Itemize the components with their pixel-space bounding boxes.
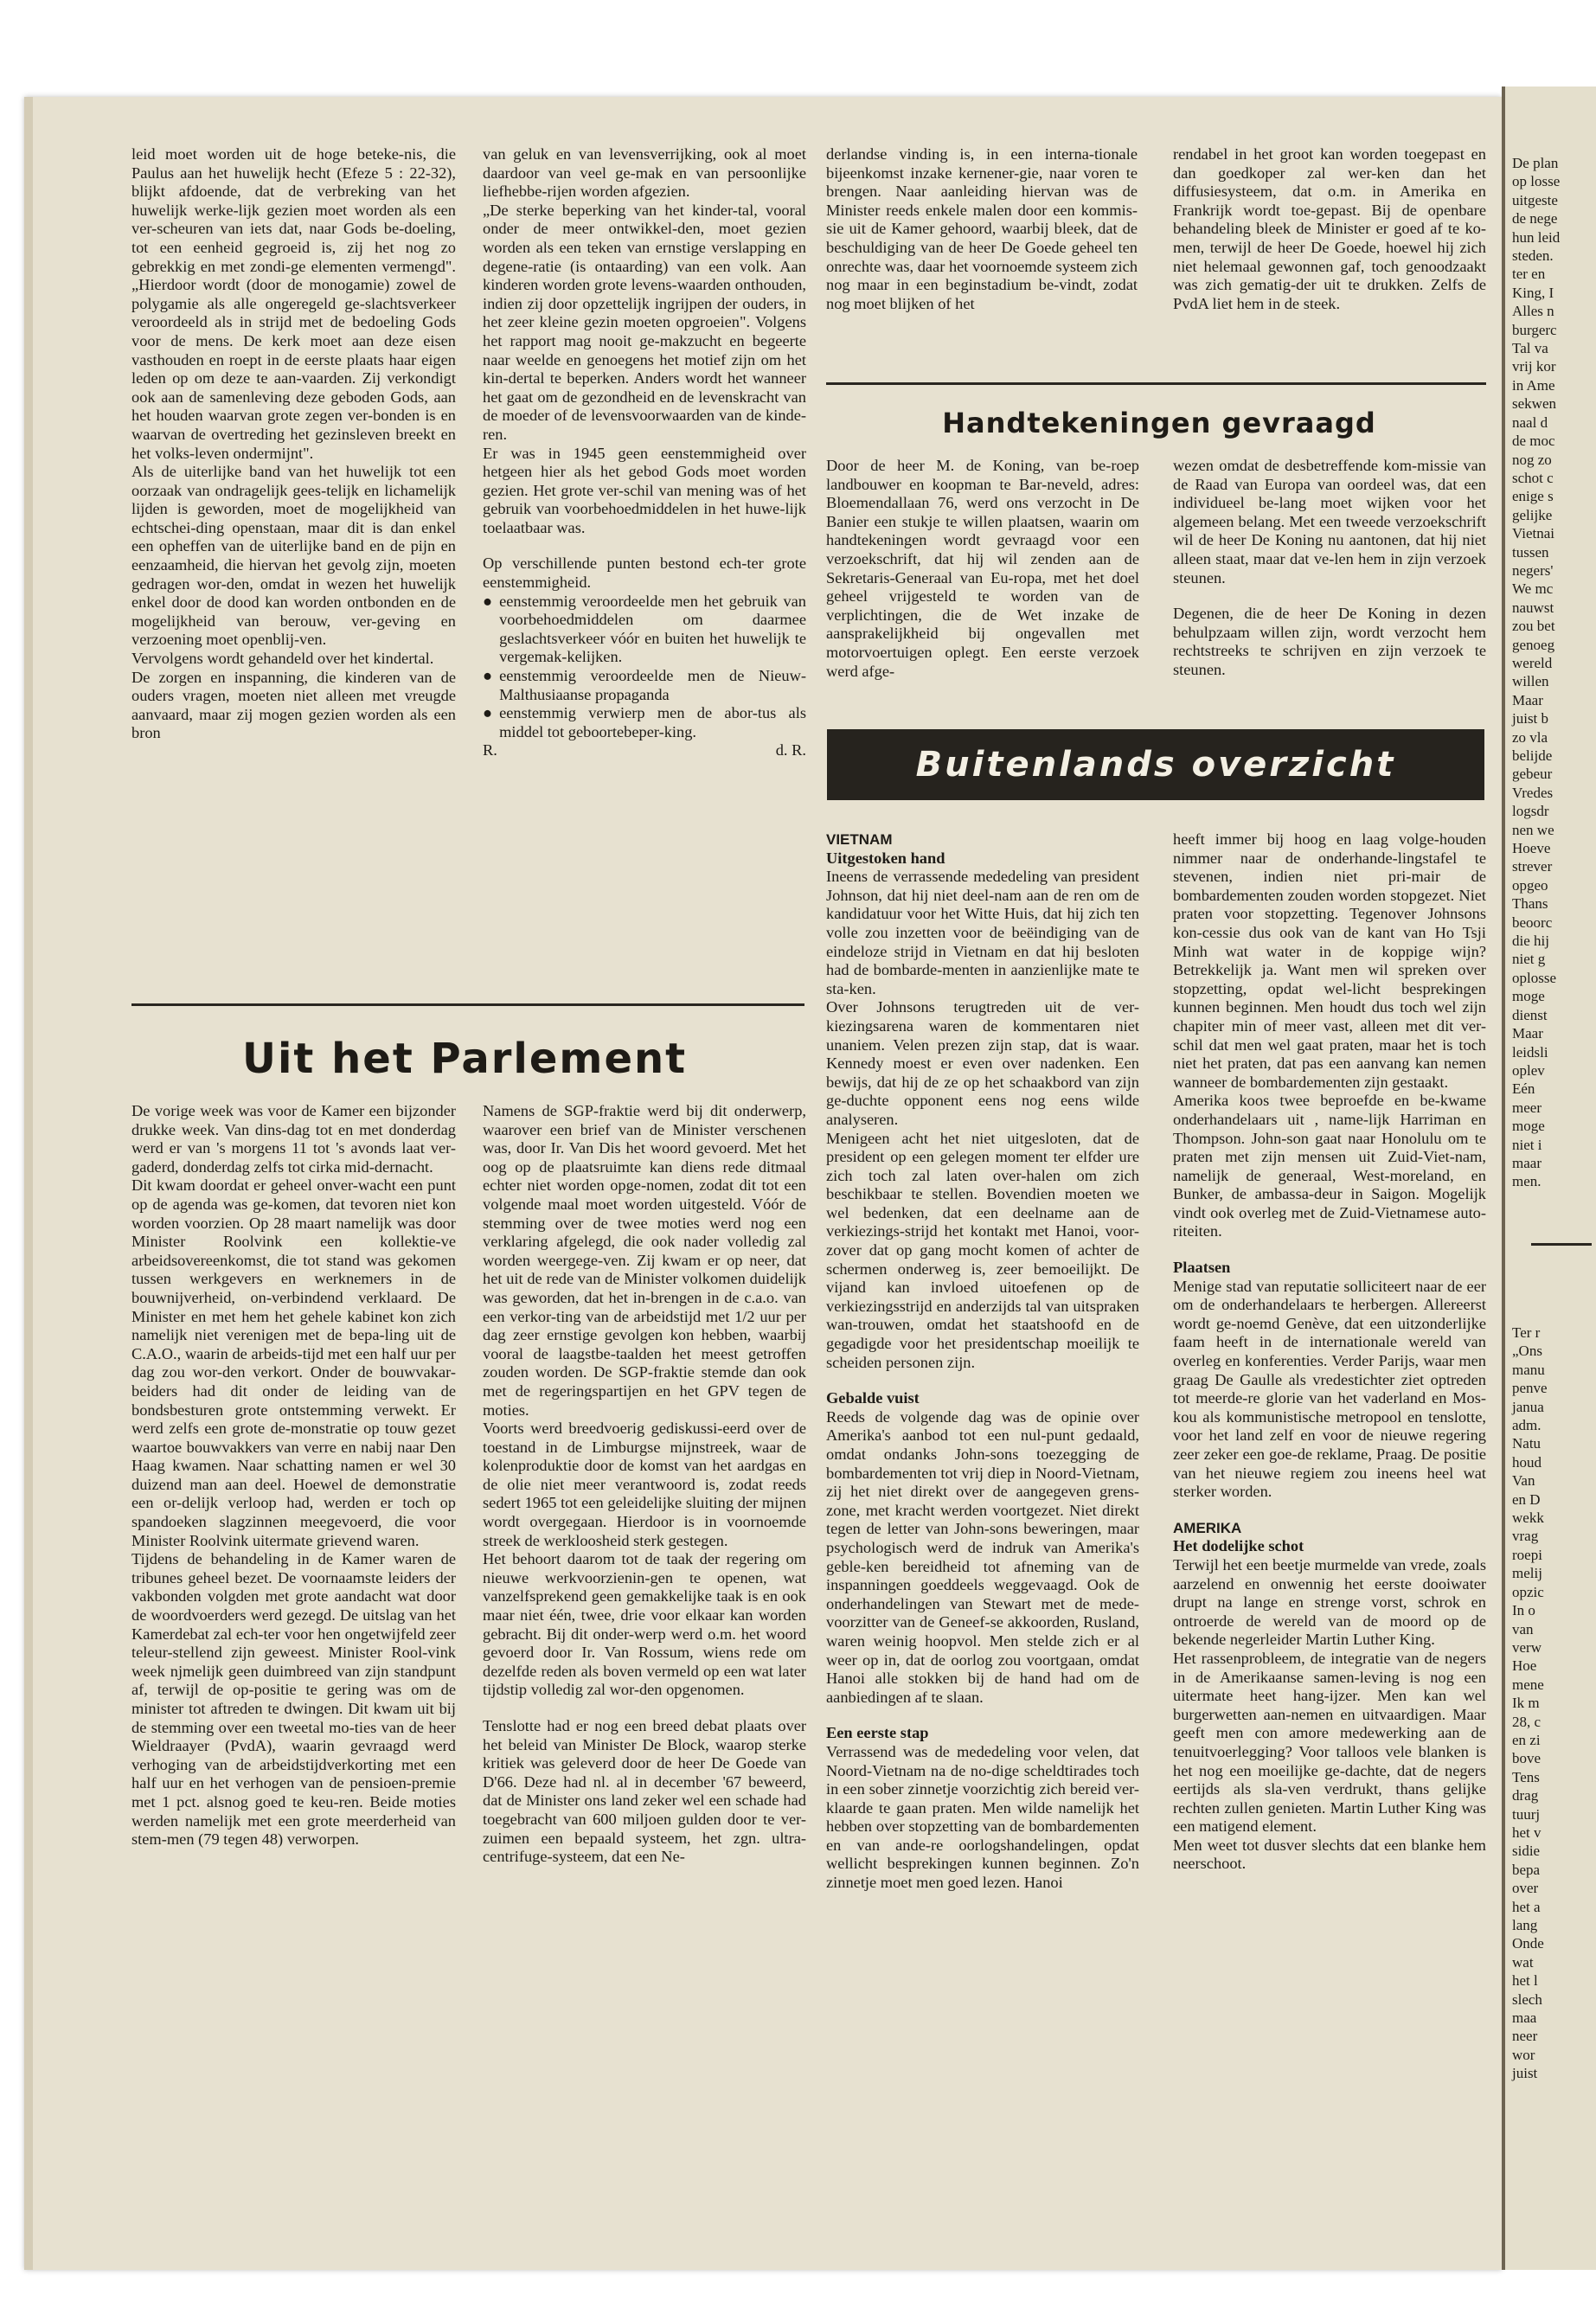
adjacent-page-top-text xyxy=(1512,154,1560,1191)
handtekeningen-paragraph: Door de heer M. de Koning, van be-roep landbouwer en koopman te Bar-neveld, adres: Bloemendallaan 76, werd ons verzocht in De Banier een stukje te willen plaatsen, waarin om handtekeningen wordt gevraagd voor een verzoekschrift, dat hij wil zenden aan de Sekretaris-Generaal van Eu-ropa, met het doel geheel vrijgesteld te worden van de verplichtingen, die de Wet inzake de aansprakelijkheid bij ongevallen met motorvoertuigen oplegt. Een eerste verzoek werd afge- xyxy=(826,457,1139,680)
adjacent-page-line: lang xyxy=(1512,1917,1538,1933)
parlement-right xyxy=(483,1102,806,1867)
adjacent-page-line: penve xyxy=(1512,1380,1548,1397)
buitenlands-paragraph: Reeds de volgende dag was de opinie over Amerika's aanbod tot een nul-punt gedaald, omdat ondanks John-sons toezegging de bombardementen tot vrij diep in Noord-Vietnam, zij het niet direkt over de aangegeven grens-zone, met kracht werden voortgezet. Niet direkt tegen de letter van John-sons beweringen, maar psychologisch werd de indruk van Amerika's geble-ken bereidheid tot afneming van de inspanningen goeddeels weggevaagd. Ook de onderhandelingen van Stewart met de mede-voorzitter van de Geneef-se akkoorden, Rusland, waren weinig hoopvol. Men stelde zich er al weer op in, dat de oorlog zou voortgaan, omdat Hanoi alle stokken bij de hand had om de aanbiedingen af te slaan. xyxy=(826,1407,1139,1706)
adjacent-page-line: „Ons xyxy=(1512,1343,1542,1360)
col2-paragraph: Er was in 1945 geen eenstemmigheid over hetgeen hier als het gebod Gods moet worden gezien. Het grote ver-schil van mening was of het gebruik van voorbehoedmiddelen in het huwe-lijk toelaatbaar was. xyxy=(483,444,806,536)
adjacent-page-line: Vredes xyxy=(1512,784,1554,801)
adjacent-page-line: van xyxy=(1512,1620,1534,1638)
adjacent-page-line: Hoeve xyxy=(1512,840,1551,857)
handtekeningen-heading: Handtekeningen gevraagd xyxy=(942,407,1376,439)
adjacent-page-line: Vietnai xyxy=(1512,525,1555,542)
handtekeningen-paragraph: Degenen, die de heer De Koning in dezen behulpzaam willen zijn, wordt verzocht hem rechtstreeks te schrijven en zijn verzoek te steunen. xyxy=(1173,605,1486,678)
adjacent-page-line: melij xyxy=(1512,1565,1542,1582)
col2-paragraph: „De sterke beperking van het kinder-tal, vooral onder de meer ontwikkel-den, moet gezien worden als een teken van ernstige verslapping en degene-ratie (is ontaarding) van een volk. Aan kinderen worden grote levens-waarden onthouden, indien zij door opzettelijk ingrijpen der ouders, in het zeer kleine gezin moeten opgroeien". Volgens het rapport mag nooit ge-makzucht en begeerte naar weelde en genoegens het motief zijn om het kin-dertal te beperken. Anders wordt het wanneer het gaat om de gezondheid en de levenskracht van de moeder of de levensvoorwaarden van de kinde-ren. xyxy=(483,201,806,443)
parlement-paragraph: Dit kwam doordat er geheel onver-wacht een punt op de agenda was ge-komen, dat tevoren niet kon worden voorzien. Op 28 maart namelijk was door Minister Roolvink een kollektie-ve arbeidsovereenkomst, die tot stand was gekomen tussen werkgevers en werknemers in de bouwnijverheid, on-verbindend verklaard. De Minister en met hem het gehele kabinet kon zich namelijk niet verenigen met de bepa-ling uit de C.A.O., waarin de arbeids-tijd met een half uur per dag zou wor-den verkort. Onder de bouwvakar-beiders had dit onder de leiding van de bondsbesturen grote ontstemming verwekt. Er werd zelfs een grote de-monstratie op touw gezet waartoe bouwvakkers van verre en nabij naar Den Haag kwamen. Naar schatting namen er wel 30 duizend man aan deel. Hoewel de demonstratie een or-delijk verloop had, werden er toch op spandoeken slagzinnen meegevoerd, die voor Minister Roolvink uitermate grievend waren. xyxy=(131,1176,456,1549)
handtekeningen-left xyxy=(826,457,1139,681)
adjacent-page-line: wat xyxy=(1512,1953,1534,1971)
adjacent-page-line: wekk xyxy=(1512,1509,1544,1527)
adjacent-page-rule xyxy=(1531,1243,1592,1246)
buitenlands-paragraph: Amerika koos twee beproefde en be-kwame onderhandelaars uit , name-lijk Harriman en Thompson. John-son gaat naar Honolulu om te praten met zijn mensen uit Zuid-Viet-nam, namelijk de generaal, West-moreland, en Bunker, de ambassa-deur in Saigon. Mogelijk vindt ook overleg met de Zuid-Vietnamese auto-riteiten. xyxy=(1173,1092,1486,1240)
adjacent-page-line: niet i xyxy=(1512,1136,1542,1153)
adjacent-page-line: manu xyxy=(1512,1361,1545,1378)
bullet-item xyxy=(483,593,806,667)
adjacent-page-line: vrag xyxy=(1512,1528,1539,1545)
adjacent-page-line: moge xyxy=(1512,1118,1545,1135)
column-1 xyxy=(131,145,456,743)
parlement-paragraph: De vorige week was voor de Kamer een bijzonder drukke week. Van dins-dag tot en met donderdag werd er van 's morgens 11 tot 's avonds laat ver-gaderd, donderdag zelfs tot cirka mid-dernacht. xyxy=(131,1102,456,1176)
buitenlands-left xyxy=(826,830,1139,1893)
col2-intro: Op verschillende punten bestond ech-ter grote eenstemmigheid. xyxy=(483,554,806,592)
buitenlands-paragraph: Men weet tot dusver slechts dat een blanke hem neerschoot. xyxy=(1173,1836,1486,1873)
adjacent-page-line: de nege xyxy=(1512,210,1558,228)
buitenlands-banner: Buitenlands overzicht xyxy=(827,729,1484,800)
adjacent-page-line: sidie xyxy=(1512,1843,1541,1860)
adjacent-page-line: Maar xyxy=(1512,1025,1543,1042)
adjacent-page-line: het l xyxy=(1512,1972,1538,1990)
adjacent-page-line: willen xyxy=(1512,673,1549,690)
bullet-icon: ● xyxy=(483,592,493,610)
bullet-item xyxy=(483,667,806,704)
adjacent-page-line: steden. xyxy=(1512,247,1554,265)
adjacent-page-line: roepi xyxy=(1512,1546,1542,1563)
subheading: Een eerste stap xyxy=(826,1724,929,1742)
subheading: Uitgestoken hand xyxy=(826,849,945,867)
adjacent-page-line: juist b xyxy=(1512,710,1549,727)
adjacent-page-line: nog zo xyxy=(1512,451,1552,468)
adjacent-page-line: gelijke xyxy=(1512,506,1553,523)
adjacent-page-line: wor xyxy=(1512,2046,1535,2063)
adjacent-page-line: de moc xyxy=(1512,433,1555,450)
adjacent-page-line: bove xyxy=(1512,1750,1542,1767)
parlement-paragraph: Tijdens de behandeling in de Kamer waren de tribunes geheel bezet. De voornaamste leiders der vakbonden volgden met grote aandacht wat door de woordvoerders werd gezegd. De uitslag van het Kamerdebat zal ech-ter voor hen ongetwijfeld zeer teleur-stellend zijn geweest. Minister Rool-vink week njmelijk geen duimbreed van zijn standpunt af, terwijl de op-positie te gering was om de minister tot aftreden te dwingen. Dit kwam uit bij de stemming over een tweetal mo-ties van de heer Wieldraayer (PvdA), waarin gevraagd werd verhoging van de arbeidstijdverkorting met een half uur en het verhogen van de pensioen-premie met 1 pct. alsnog goed te keu-ren. Beide moties werden namelijk met een grote meerderheid van stem-men (79 tegen 48) verworpen. xyxy=(131,1550,456,1849)
bullet-text: eenstemmig veroordeelde men het gebruik van voorbehoedmiddelen om daarmee geslachtsverkeer vóór en buiten het huwelijk te vergemak-kelijken. xyxy=(499,592,806,666)
adjacent-page-line: het a xyxy=(1512,1898,1541,1915)
adjacent-page-line: naal d xyxy=(1512,413,1548,431)
adjacent-page-line: hun leid xyxy=(1512,228,1561,246)
adjacent-page-line: gebeur xyxy=(1512,766,1553,783)
parlement-paragraph: Namens de SGP-fraktie werd bij dit onderwerp, waarover een brief van de Minister verschenen was, door Ir. Van Dis het woord gevoerd. Met het oog op de plaatsruimte kan diens rede ditmaal echter niet worden opge-nomen, zodat dit tot een volgende maal moet worden uitgesteld. Vóór de stemming over de twee moties werd nog een verklaring afgelegd, die ook nader volledig zal worden weergege-ven. Zij kwam er op neer, dat het uit de rede van de Minister volkomen duidelijk was geworden, dat het in-brengen in de c.a.o. van een verkor-ting van de arbeidstijd met 1/2 uur per dag zeer ernstige gevolgen kon hebben, waarbij vooral de laagstbe-taalden het meest getroffen zouden worden. De SGP-fraktie stemde dan ook met de regeringspartijen en het GPV tegen de moties. xyxy=(483,1102,806,1419)
adjacent-page-line: uitgeste xyxy=(1512,191,1558,208)
section-rule xyxy=(826,382,1486,385)
adjacent-page-line: nen we xyxy=(1512,821,1554,838)
adjacent-page-line: men. xyxy=(1512,1173,1542,1190)
adjacent-page-line: ter en xyxy=(1512,266,1546,283)
signature-right: d. R. xyxy=(775,741,806,760)
adjacent-page-line: maar xyxy=(1512,1154,1542,1171)
signature-row xyxy=(483,741,806,760)
col2-paragraph: van geluk en van levensverrijking, ook al moet daardoor van veel ge-mak en van persoonlijke liefhebbe-rijen worden afgezien. xyxy=(483,145,806,201)
buitenlands-paragraph: Verrassend was de mededeling voor velen, dat Noord-Vietnam na de no-dige scheldtirades toch in een sober zinnetje voorzichtig zich bereid ver-klaarde te gaan praten. Men wilde namelijk het hebben over stopzetting van de bombardementen en van ande-re oorlogshandelingen, opdat wellicht besprekingen kunnen beginnen. Zo'n zinnetje moet men goed lezen. Hanoi xyxy=(826,1742,1139,1892)
buitenlands-paragraph: Menige stad van reputatie solliciteert naar de eer om de onderhandelaars te herbergen. Allereerst wordt ge-noemd Genève, dat een uitzonderlijke faam heeft in de internationale wereld van overleg en konferenties. Verder Parijs, waar men graag De Gaulle als vredestichter ziet optreden tot meerde-re glorie van het vaderland en Mos-kou als kommunistische metropool en tenslotte, voor het land zelf en voor de nieuwe regering zeer zeker een goe-de reklame, Praag. De positie van het nieuwe regiem zou ineens heel wat sterker worden. xyxy=(1173,1277,1486,1501)
adjacent-page-line: sekwen xyxy=(1512,395,1556,413)
adjacent-page-line: en zi xyxy=(1512,1731,1541,1748)
adjacent-page-line: maa xyxy=(1512,2009,1537,2027)
adjacent-page-line: in Ame xyxy=(1512,376,1555,394)
handtekeningen-right xyxy=(1173,457,1486,680)
column-4-top xyxy=(1173,145,1486,313)
adjacent-page-line: vrij kor xyxy=(1512,358,1556,375)
adjacent-page-line: enige s xyxy=(1512,488,1554,505)
adjacent-page-line: burgerc xyxy=(1512,321,1557,338)
adjacent-page-line: oplev xyxy=(1512,1061,1545,1079)
adjacent-page-line: schot c xyxy=(1512,469,1554,486)
buitenlands-paragraph: Ineens de verrassende mededeling van president Johnson, dat hij niet deel-nam aan de ren om de kandidatuur voor het Witte Huis, dat hij zich ten volle zou inzetten voor de beëindiging van de eindeloze strijd in Vietnam en dat hij besloten had de bombarde-menten in aanzienlijke mate te sta-ken. xyxy=(826,868,1139,997)
adjacent-page-line: drag xyxy=(1512,1787,1539,1804)
adjacent-page-line: oplosse xyxy=(1512,969,1556,986)
adjacent-page-line: tuurj xyxy=(1512,1805,1541,1823)
bullet-icon: ● xyxy=(483,667,493,685)
adjacent-page-line: en D xyxy=(1512,1490,1541,1508)
handtekeningen-paragraph: wezen omdat de desbetreffende kom-missie van de Raad van Europa van oordeel was, dat een individueel be-lang moet wijken voor het algemeen belang. Met een tweede verzoekschrift wil de heer De Koning nu aantonen, dat hij niet alleen staat, maar dat ve-len hem in zijn verzoek steunen. xyxy=(1173,457,1486,586)
col1-paragraph: leid moet worden uit de hoge beteke-nis, die Paulus aan het huwelijk hecht (Efeze 5 : 22-32), blijkt afdoende, dat de verbreking van het huwelijk werke-lijk gezien moet worden als een ver-scheuren van iets dat, naar Gods be-doeling, tot een eenheid gegroeid is, zij het nog zo gebrekkig en met zondi-ge elementen vermengd". „Hierdoor wordt (door de monogamie) zowel de polygamie als alle ongeregeld ge-slachtsverkeer veroordeeld als in strijd met de bedoeling Gods voor de mens. De kerk moet aan deze eisen vasthouden en roept in de eerste plaats haar eigen leden op om deze te aan-vaarden. Zij verkondigt ook aan de samenleving deze geboden Gods, aan het houden waarvan grote zegen ver-bonden is en waarvan de overtreding het gezinsleven breekt en het volks-leven ondermijnt". xyxy=(131,145,456,462)
adjacent-page-line: houd xyxy=(1512,1453,1542,1471)
buitenlands-paragraph: Terwijl het een beetje murmelde van vrede, zoals aarzelend en onwennig het eerste dooiwater drupt na lange en strenge vorst, schrok en ontroerde de wereld van de moord op de bekende negerleider Martin Luther King. xyxy=(1173,1555,1486,1649)
adjacent-page-strip xyxy=(1502,87,1596,2270)
adjacent-page-line: Natu xyxy=(1512,1435,1542,1452)
adjacent-page-line: leidsli xyxy=(1512,1043,1548,1061)
section-label-vietnam: VIETNAM xyxy=(826,831,893,848)
adjacent-page-line: tussen xyxy=(1512,543,1549,561)
adjacent-page-line: die hij xyxy=(1512,933,1549,950)
page-edge xyxy=(24,97,33,2270)
adjacent-page-line: Eén xyxy=(1512,1080,1535,1098)
col4-paragraph: rendabel in het groot kan worden toegepast en dan goedkoper zal wer-ken dan het diffusiesysteem, dat o.m. in Amerika en Frankrijk wordt toe-gepast. Bij de openbare behandeling bleek de Minister er goed af te ko-men, terwijl de heer De Goede, hoewel hij zich niet helemaal gewonnen gaf, toch genoodzaakt was zich gematig-der uit te drukken. Zelfs de PvdA liet hem in de steek. xyxy=(1173,145,1486,312)
adjacent-page-line: beoorc xyxy=(1512,913,1553,931)
bullet-item xyxy=(483,704,806,741)
adjacent-page-line: juist xyxy=(1512,2065,1538,2082)
adjacent-page-line: janua xyxy=(1512,1398,1544,1415)
buitenlands-paragraph: Menigeen acht het niet uitgesloten, dat de president op een gelegen moment ter elfder ure zich toch zal laten over-halen om zich beschikbaar te stellen. Bovendien moeten we wel bedenken, dat een deelname aan de verkiezings-strijd het kontakt met Hanoi, voor-zover dat op gang mocht komen of achter de schermen onderweg is, zeer bemoeilijkt. De vijand kan invloed uitoefenen op de verkiezingsstrijd en anderzijds tal van uitspraken wan-trouwen, omdat het staatshoofd en de gegadigde voor het presidentschap moeilijk te scheiden personen zijn. xyxy=(826,1129,1139,1371)
column-3-top xyxy=(826,145,1138,313)
adjacent-page-line: het v xyxy=(1512,1823,1542,1841)
bullet-text: eenstemmig veroordeelde men de Nieuw-Malthusiaanse propaganda xyxy=(499,667,806,703)
adjacent-page-line: zou bet xyxy=(1512,618,1555,635)
adjacent-page-line: wereld xyxy=(1512,654,1553,671)
adjacent-page-line: opgeo xyxy=(1512,876,1548,894)
col1-paragraph: Als de uiterlijke band van het huwelijk tot een oorzaak van ondragelijk gees-telijk en lichamelijk lijden is geworden, moet de mogelijkheid van echtschei-ding openstaan, maar dit is dan enkel een opheffen van de uiterlijke band en de pijn en eenzaamheid, die hiervan het gevolg zijn, moeten gedragen wor-den, omdat in wezen het huwelijk enkel door de dood kan worden ontbonden en de mogelijkheid van berouw, ver-geving en verzoening moet openblij-ven. xyxy=(131,463,456,649)
adjacent-page-line: meer xyxy=(1512,1099,1542,1116)
parlement-paragraph: Tenslotte had er nog een breed debat plaats over het beleid van Minister De Block, waarop sterke kritiek was geleverd door de heer De Goede van D'66. Deze had nl. al in december '67 beweerd, dat de Minister ons land zeker wel een schade had toegebracht van 600 miljoen gulden door te ver-zuimen een bepaald systeem, het zgn. ultra-centrifuge-systeem, dat een Ne- xyxy=(483,1717,806,1866)
adjacent-page-line: adm. xyxy=(1512,1417,1542,1434)
subheading: Het dodelijke schot xyxy=(1173,1537,1304,1555)
parlement-heading: Uit het Parlement xyxy=(242,1035,688,1083)
adjacent-page-line: op losse xyxy=(1512,173,1561,190)
adjacent-page-line: negers' xyxy=(1512,561,1554,579)
adjacent-page-line: Tal va xyxy=(1512,340,1548,357)
adjacent-page-line: over xyxy=(1512,1880,1539,1897)
adjacent-page-line: We mc xyxy=(1512,580,1554,598)
adjacent-page-line: Alles n xyxy=(1512,303,1554,320)
adjacent-page-line: dienst xyxy=(1512,1006,1548,1023)
col3-paragraph: derlandse vinding is, in een interna-tionale bijeenkomst inzake kernener-gie, naar voren te brengen. Naar aanleiding hiervan was de Minister reeds enkele malen door een kommis-sie uit de Kamer gehoord, waarbij bleek, dat de beschuldiging van de heer De Goede geheel ten onrechte was, daar het voornoemde systeem zich nog maar in een beginstadium be-vindt, zodat nog moet blijken of het xyxy=(826,145,1138,312)
adjacent-page-line: moge xyxy=(1512,988,1545,1005)
adjacent-page-line: nauwst xyxy=(1512,599,1554,616)
adjacent-page-line: genoeg xyxy=(1512,636,1555,653)
adjacent-page-line: Van xyxy=(1512,1472,1535,1490)
buitenlands-paragraph: heeft immer bij hoog en laag volge-houden nimmer naar de onderhande-lingstafel te stevenen, indien niet pri-mair de bombardementen zouden worden stopgezet. Niet praten voor stopzetting. Tegenover Johnsons kon-cessie dus ook van de kant van Ho Tsji Minh wat water in de koppige wijn? Betrekkelijk ja. Want men wil spreken over stopzetting, opdat wel-licht besprekingen kunnen beginnen. Men houdt dus toch wel zijn chapiter min of meer vast, alleen met dit ver-schil dat men wel gaat praten, maar het is toch niet het praten, dat pas een aanvang kan nemen wanneer de bombardementen zijn gestaakt. xyxy=(1173,830,1486,1091)
adjacent-page-line: Tens xyxy=(1512,1768,1540,1785)
adjacent-page-line: mene xyxy=(1512,1676,1544,1693)
bullet-text: eenstemmig verwierp men de abor-tus als middel tot geboortebeper-king. xyxy=(499,704,806,740)
adjacent-page-line: Onde xyxy=(1512,1935,1544,1952)
adjacent-page-line: strever xyxy=(1512,858,1553,875)
adjacent-page-line: Maar xyxy=(1512,691,1543,708)
adjacent-page-line: opzic xyxy=(1512,1583,1544,1600)
section-rule xyxy=(131,1003,804,1006)
col1-paragraph: Vervolgens wordt gehandeld over het kindertal. xyxy=(131,650,434,668)
buitenlands-paragraph: Het rassenprobleem, de integratie van de negers in de Amerikaanse samen-leving is nog een uitermate heet hang-ijzer. Men kan wel burgerwetten aan-nemen en uitvaardigen. Maar geeft men con amore medewerking aan de tenuitvoerlegging? Voor talloos vele blanken is het nog een moeilijke ge-dachte, dat de negers eertijds als sla-ven verdrukt, thans gelijke rechten zullen genieten. Martin Luther King was een matigend element. xyxy=(1173,1649,1486,1836)
adjacent-page-line: Thans xyxy=(1512,895,1548,913)
adjacent-page-line: verw xyxy=(1512,1638,1542,1656)
buitenlands-right xyxy=(1173,830,1486,1874)
adjacent-page-line: Ter r xyxy=(1512,1324,1541,1341)
adjacent-page-line: King, I xyxy=(1512,284,1554,301)
parlement-paragraph: Voorts werd breedvoerig gediskussi-eerd over de toestand in de Limburgse mijnstreek, waar de kolenproduktie door de komst van het aardgas en de olie niet meer verantwoord is, zodat reeds sedert 1965 tot een geleidelijke sluiting der mijnen wordt overgegaan. Hierdoor is in voornoemde streek de werkloosheid sterk gestegen. xyxy=(483,1420,806,1549)
adjacent-page-line: Hoe xyxy=(1512,1657,1537,1675)
adjacent-page-line: belijde xyxy=(1512,747,1553,764)
subheading: Plaatsen xyxy=(1173,1259,1231,1277)
signature-left: R. xyxy=(483,741,497,760)
adjacent-page-line: niet g xyxy=(1512,951,1546,968)
adjacent-page-line: In o xyxy=(1512,1602,1535,1619)
subheading: Gebalde vuist xyxy=(826,1389,920,1407)
column-2 xyxy=(483,145,806,760)
adjacent-page-bottom-text xyxy=(1512,1324,1548,2083)
bullet-icon: ● xyxy=(483,704,493,722)
adjacent-page-line: De plan xyxy=(1512,155,1559,171)
adjacent-page-line: slech xyxy=(1512,1990,1542,2008)
adjacent-page-line: Ik m xyxy=(1512,1695,1540,1712)
buitenlands-paragraph: Over Johnsons terugtreden uit de ver-kiezingsarena waren de kommentaren niet unaniem. Velen prezen zijn stap, dat is waar. Kennedy moest er even over nadenken. Een bewijs, dat hij de ze op het schaakbord van zijn ge-duchte opponent eens nog eens wilde analyseren. xyxy=(826,998,1139,1128)
parlement-left xyxy=(131,1102,456,1849)
adjacent-page-line: zo vla xyxy=(1512,728,1548,746)
adjacent-page-line: logsdr xyxy=(1512,803,1549,820)
col1-paragraph: De zorgen en inspanning, die kinderen van de ouders vragen, moeten niet alleen met vreugde aanvaard, maar zij mogen gezien worden als een bron xyxy=(131,668,456,742)
adjacent-page-line: neer xyxy=(1512,2028,1538,2045)
adjacent-page-line: bepa xyxy=(1512,1861,1541,1878)
section-label-amerika: AMERIKA xyxy=(1173,1519,1242,1536)
parlement-paragraph: Het behoort daarom tot de taak der regering om nieuwe werkvoorzienin-gen te openen, wat vanzelfsprekend geen gemakkelijke taak is en ook maar niet één, twee, drie voor elkaar kan worden gebracht. Bij dit onder-werp werd o.m. het woord gevoerd door Ir. Van Rossum, wiens rede om dezelfde reden als boven vermeld op een wat later tijdstip volledig zal wor-den opgenomen. xyxy=(483,1550,806,1699)
adjacent-page-line: 28, c xyxy=(1512,1713,1542,1730)
